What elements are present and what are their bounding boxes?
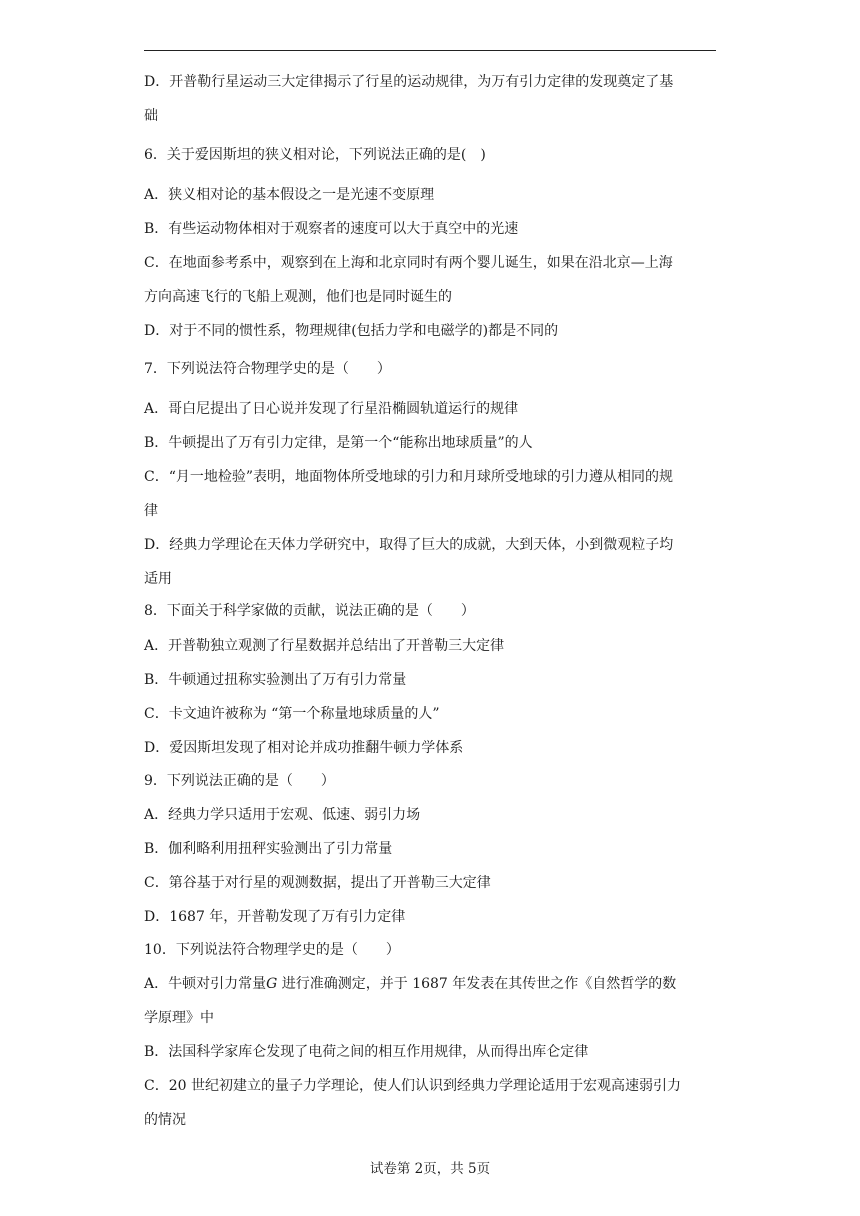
q6-option-a: A．狭义相对论的基本假设之一是光速不变原理 xyxy=(144,187,435,203)
q9-option-b: B．伽利略利用扭秤实验测出了引力常量 xyxy=(144,841,393,857)
q9-option-d: D．1687 年，开普勒发现了万有引力定律 xyxy=(144,909,406,925)
q8-option-b: B．牛顿通过扭称实验测出了万有引力常量 xyxy=(144,672,407,688)
q10-option-c: C．20 世纪初建立的量子力学理论，使人们认识到经典力学理论适用于宏观高速弱引力 xyxy=(144,1078,681,1094)
q10-option-b: B．法国科学家库仑发现了电荷之间的相互作用规律，从而得出库仑定律 xyxy=(144,1044,589,1060)
q6-option-d: D．对于不同的惯性系，物理规律(包括力学和电磁学的)都是不同的 xyxy=(144,323,559,339)
q8-option-a: A．开普勒独立观测了行星数据并总结出了开普勒三大定律 xyxy=(144,638,505,654)
q7-option-d: D．经典力学理论在天体力学研究中，取得了巨大的成就，大到天体，小到微观粒子均 xyxy=(144,537,674,553)
q6-option-c: C．在地面参考系中，观察到在上海和北京同时有两个婴儿诞生，如果在沿北京—上海 xyxy=(144,255,673,271)
q7-stem: 7．下列说法符合物理学史的是（ ） xyxy=(144,361,391,377)
q9-option-a: A．经典力学只适用于宏观、低速、弱引力场 xyxy=(144,807,421,823)
q7-option-c-cont: 律 xyxy=(144,503,158,519)
q5-option-d: D．开普勒行星运动三大定律揭示了行星的运动规律，为万有引力定律的发现奠定了基 xyxy=(144,74,674,90)
q6-stem: 6．关于爱因斯坦的狭义相对论，下列说法正确的是( ) xyxy=(144,147,486,163)
q10-option-a xyxy=(144,974,724,994)
q10-option-c-cont: 的情况 xyxy=(144,1112,186,1128)
q8-stem: 8．下面关于科学家做的贡献，说法正确的是（ ） xyxy=(144,603,475,619)
page-number: 试卷第 2页，共 5页 xyxy=(369,1161,491,1177)
q9-stem: 9．下列说法正确的是（ ） xyxy=(144,773,335,789)
q10-option-a-pre: A．牛顿对引力常量 xyxy=(144,976,267,992)
q7-option-d-cont: 适用 xyxy=(144,571,172,587)
q5-option-d-cont: 础 xyxy=(144,108,158,124)
q6-option-b: B．有些运动物体相对于观察者的速度可以大于真空中的光速 xyxy=(144,221,519,237)
q10-option-a-cont: 学原理》中 xyxy=(144,1010,214,1026)
q7-option-b: B．牛顿提出了万有引力定律，是第一个“能称出地球质量”的人 xyxy=(144,435,533,451)
q9-option-c: C．第谷基于对行星的观测数据，提出了开普勒三大定律 xyxy=(144,875,491,891)
q7-option-a: A．哥白尼提出了日心说并发现了行星沿椭圆轨道运行的规律 xyxy=(144,401,519,417)
q8-option-c: C．卡文迪许被称为 “第一个称量地球质量的人” xyxy=(144,706,440,722)
header-rule xyxy=(144,50,716,51)
q10-option-a-symbol: G xyxy=(266,976,278,992)
q6-option-c-cont: 方向高速飞行的飞船上观测，他们也是同时诞生的 xyxy=(144,289,452,305)
q10-stem: 10．下列说法符合物理学史的是（ ） xyxy=(144,942,400,958)
q8-option-d: D．爱因斯坦发现了相对论并成功推翻牛顿力学体系 xyxy=(144,740,464,756)
q7-option-c: C．“月一地检验”表明，地面物体所受地球的引力和月球所受地球的引力遵从相同的规 xyxy=(144,469,674,485)
q10-option-a-post: 进行准确测定，并于 1687 年发表在其传世之作《自然哲学的数 xyxy=(277,976,677,992)
